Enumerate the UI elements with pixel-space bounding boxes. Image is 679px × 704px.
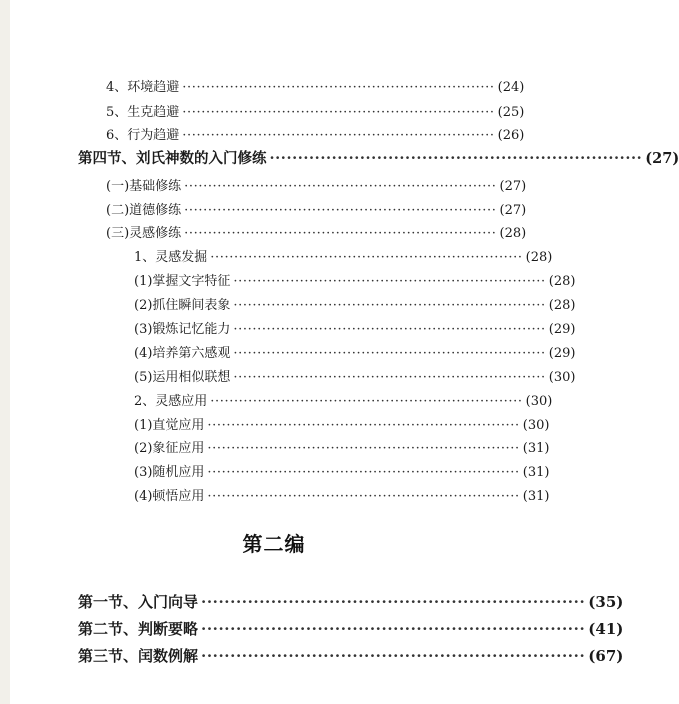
toc-entry-page: (28) (548, 298, 576, 313)
toc-entry-page: (25) (497, 105, 525, 120)
dot-leader: ·································································· (207, 465, 520, 480)
toc-entry[interactable] (134, 414, 550, 433)
toc-entry-title: 第四节、刘氏神数的入门修练 (78, 150, 267, 167)
toc-entry[interactable] (134, 485, 550, 504)
toc-entry[interactable] (134, 366, 576, 385)
toc-entry-title: (二)道德修练 (106, 203, 182, 218)
toc-entry-title: 1、灵感发掘 (134, 250, 208, 265)
toc-entry-title: (3)随机应用 (134, 465, 205, 480)
toc-entry[interactable] (106, 222, 527, 241)
dot-leader: ·································································· (184, 203, 497, 218)
toc-entry-page: (31) (522, 465, 550, 480)
toc-entry-page: (30) (548, 370, 576, 385)
dot-leader: ·································································· (182, 80, 495, 95)
toc-entry[interactable] (134, 318, 576, 337)
dot-leader: ·································································· (184, 179, 497, 194)
toc-entry-page: (29) (548, 322, 576, 337)
toc-entry-page: (28) (548, 274, 576, 289)
dot-leader: ·································································· (201, 647, 586, 665)
toc-entry-title: 5、生克趋避 (106, 105, 180, 120)
toc-entry-title: (1)直觉应用 (134, 418, 205, 433)
toc-entry-title: (一)基础修练 (106, 179, 182, 194)
toc-entry[interactable] (134, 437, 550, 456)
toc-section-entry[interactable] (78, 591, 624, 612)
toc-section-entry[interactable] (78, 147, 679, 168)
toc-entry-page: (30) (525, 394, 553, 409)
dot-leader: ·································································· (233, 346, 546, 361)
dot-leader: ·································································· (233, 274, 546, 289)
toc-entry-title: 第一节、入门向导 (78, 593, 199, 611)
toc-section-entry[interactable] (78, 618, 624, 639)
part-title: 第二编 (242, 532, 306, 556)
toc-entry-page: (28) (525, 250, 553, 265)
toc-entry[interactable] (106, 101, 525, 120)
toc-entry-page: (27) (645, 150, 679, 167)
toc-entry[interactable] (134, 342, 576, 361)
dot-leader: ·································································· (233, 298, 546, 313)
toc-entry-title: (5)运用相似联想 (134, 370, 231, 385)
toc-entry-title: (1)掌握文字特征 (134, 274, 231, 289)
toc-entry-title: 4、环境趋避 (106, 80, 180, 95)
toc-entry[interactable] (134, 294, 576, 313)
dot-leader: ·································································· (182, 128, 495, 143)
toc-entry-page: (26) (497, 128, 525, 143)
toc-entry-page: (31) (522, 441, 550, 456)
toc-entry-page: (35) (588, 593, 624, 611)
toc-entry[interactable] (106, 175, 527, 194)
dot-leader: ·································································· (207, 418, 520, 433)
toc-entry-page: (24) (497, 80, 525, 95)
toc-entry-page: (28) (499, 226, 527, 241)
toc-entry[interactable] (134, 461, 550, 480)
toc-entry-page: (67) (588, 647, 624, 665)
toc-entry-title: 6、行为趋避 (106, 128, 180, 143)
toc-entry[interactable] (134, 246, 553, 265)
toc-entry-title: 第三节、闰数例解 (78, 647, 199, 665)
toc-entry[interactable] (134, 390, 553, 409)
toc-entry[interactable] (134, 270, 576, 289)
toc-entry-page: (30) (522, 418, 550, 433)
dot-leader: ·································································· (210, 250, 523, 265)
dot-leader: ·································································· (182, 105, 495, 120)
dot-leader: ·································································· (233, 370, 546, 385)
dot-leader: ·································································· (201, 593, 586, 611)
toc-entry-title: (4)培养第六感观 (134, 346, 231, 361)
dot-leader: ·································································· (207, 441, 520, 456)
toc-entry-page: (31) (522, 489, 550, 504)
toc-entry-page: (27) (499, 179, 527, 194)
toc-entry-title: (三)灵感修练 (106, 226, 182, 241)
dot-leader: ·································································· (201, 620, 586, 638)
toc-entry-title: (2)抓住瞬间表象 (134, 298, 231, 313)
toc-entry-title: (4)顿悟应用 (134, 489, 205, 504)
toc-entry[interactable] (106, 124, 525, 143)
toc-entry[interactable] (106, 76, 525, 95)
toc-entry[interactable] (106, 199, 527, 218)
dot-leader: ·································································· (269, 150, 643, 167)
toc-entry-title: (3)锻炼记忆能力 (134, 322, 231, 337)
dot-leader: ·································································· (233, 322, 546, 337)
dot-leader: ·································································· (210, 394, 523, 409)
dot-leader: ·································································· (207, 489, 520, 504)
dot-leader: ·································································· (184, 226, 497, 241)
toc-entry-page: (27) (499, 203, 527, 218)
toc-entry-title: 第二节、判断要略 (78, 620, 199, 638)
toc-section-entry[interactable] (78, 645, 624, 666)
toc-entry-title: (2)象征应用 (134, 441, 205, 456)
toc-entry-page: (29) (548, 346, 576, 361)
toc-entry-title: 2、灵感应用 (134, 394, 208, 409)
toc-entry-page: (41) (588, 620, 624, 638)
